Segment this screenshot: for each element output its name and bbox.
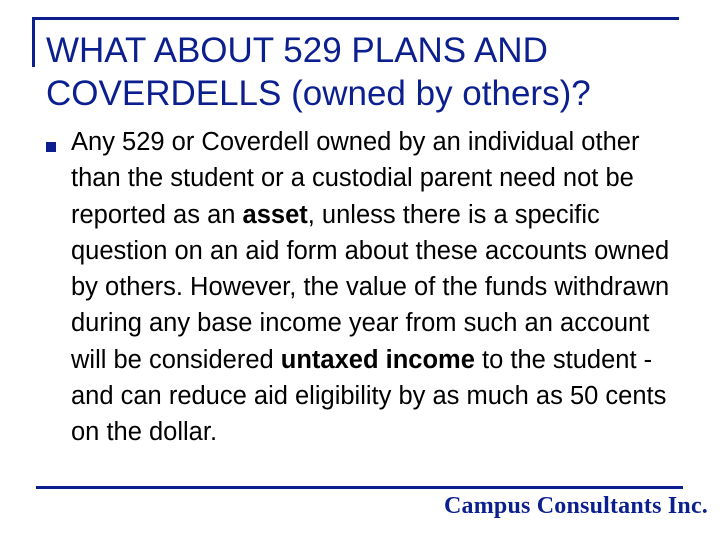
top-rule	[32, 17, 679, 20]
slide-title: WHAT ABOUT 529 PLANS AND COVERDELLS (owned by others)?	[46, 31, 591, 113]
bullet-bold-untaxed-income: untaxed income	[280, 345, 475, 374]
bullet-text-part-2: , unless there is a specific question on an aid form about these accounts owned by others. However, the value of the funds withdrawn during any base income year from such an account will be considered	[71, 200, 670, 374]
square-bullet-icon	[46, 142, 56, 152]
bullet-text-part-1: Any 529 or Coverdell owned by an individual other than the student or a custodial parent need not be reported as an	[71, 128, 640, 229]
company-logo: Campus Consultants Inc.	[444, 493, 709, 519]
bottom-rule	[36, 486, 683, 489]
left-rule	[32, 17, 35, 67]
bullet-text	[71, 124, 691, 451]
bullet-bold-asset: asset	[242, 200, 308, 229]
bullet-text-part-3: to the student - and can reduce aid eligibility by as much as 50 cents on the dollar.	[71, 345, 667, 447]
